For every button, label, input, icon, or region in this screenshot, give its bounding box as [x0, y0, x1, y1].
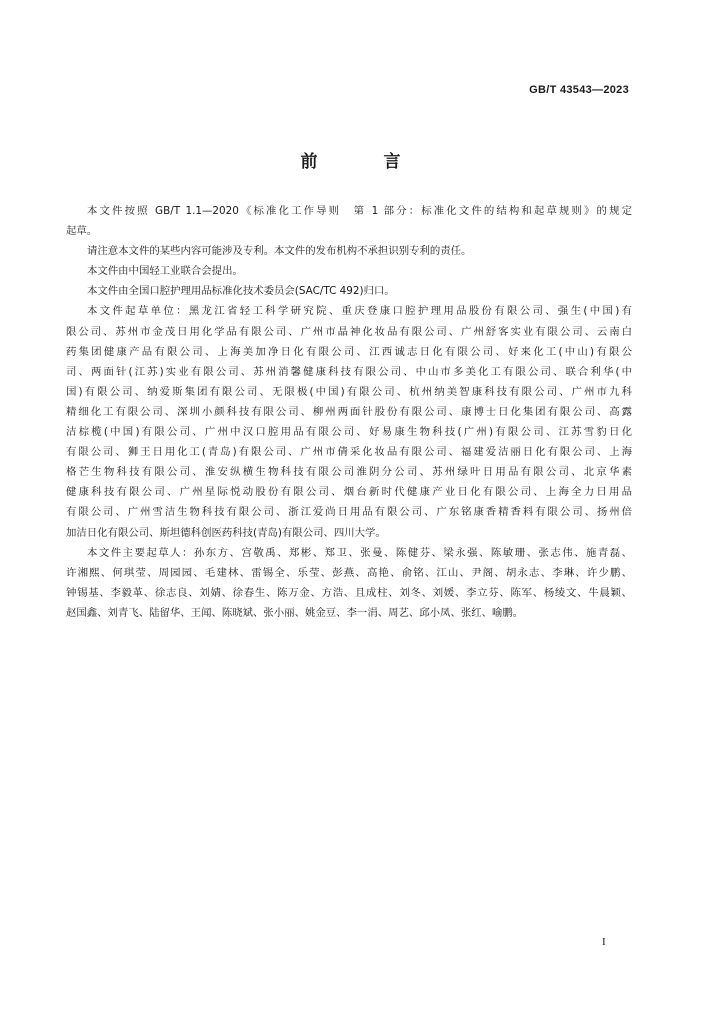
paragraph-line: 本文件按照 GB/T 1.1—2020《标准化工作导则 第 1 部分：标准化文件的结构和起草规则》的规定 — [87, 205, 632, 217]
paragraph-line: 钟锡基、李毅革、徐志良、刘婧、徐春生、陈万金、方浩、且成柱、刘冬、刘媛、李立芬、陈军、杨绫文、牛晨颖、 — [66, 586, 632, 599]
paragraph-line: 健康科技有限公司、广州星际悦动股份有限公司、烟台新时代健康产业日化有限公司、上海全力日用品 — [66, 486, 632, 499]
paragraph-line: 本文件由中国轻工业联合会提出。 — [87, 265, 243, 278]
preface-body — [66, 201, 632, 623]
paragraph-line: 精细化工有限公司、深圳小颜科技有限公司、柳州两面针股份有限公司、康博士日化集团有限公司、高露 — [66, 405, 632, 418]
page-number: I — [602, 936, 606, 948]
paragraph-line: 洁棕榄(中国)有限公司、广州中汉口腔用品有限公司、好易康生物科技(广州)有限公司、江苏雪豹日化 — [66, 426, 632, 439]
paragraph-line: 限公司、苏州市金茂日用化学品有限公司、广州市晶神化妆品有限公司、广州舒客实业有限公司、云南白 — [66, 325, 632, 338]
paragraph-line: 司、两面针(江苏)实业有限公司、苏州消馨健康科技有限公司、中山市多美化工有限公司、联合利华(中 — [66, 365, 632, 378]
paragraph-line: 本文件由全国口腔护理用品标准化技术委员会(SAC/TC 492)归口。 — [87, 285, 395, 298]
paragraph-line: 起草。 — [66, 225, 98, 238]
page-title: 前 言 — [300, 152, 431, 172]
paragraph-line: 请注意本文件的某些内容可能涉及专利。本文件的发布机构不承担识别专利的责任。 — [87, 245, 472, 258]
paragraph-line: 有限公司、广州雪洁生物科技有限公司、浙江爱尚日用品有限公司、广东铭康香精香料有限公司、扬州倍 — [66, 506, 632, 519]
paragraph-line: 赵国鑫、刘青飞、陆留华、王闻、陈晓斌、张小丽、姚金豆、李一涓、周艺、邱小凤、张红、喻鹏。 — [66, 606, 524, 619]
paragraph-line: 有限公司、狮王日用化工(青岛)有限公司、广州市倩采化妆品有限公司、福建爱洁丽日化有限公司、上海 — [66, 446, 632, 459]
paragraph-line: 本文件起草单位：黑龙江省轻工科学研究院、重庆登康口腔护理用品股份有限公司、强生(中国)有 — [87, 305, 632, 318]
paragraph-line: 本文件主要起草人：孙东方、宫敬禹、郑彬、郑卫、张曼、陈健芬、梁永强、陈敏珊、张志伟、施青磊、 — [87, 546, 632, 559]
paragraph-line: 药集团健康产品有限公司、上海美加净日化有限公司、江西诚志日化有限公司、好来化工(中山)有限公 — [66, 345, 632, 358]
paragraph-line: 格芒生物科技有限公司、淮安纵横生物科技有限公司淮阴分公司、苏州绿叶日用品有限公司、北京华素 — [66, 466, 632, 479]
paragraph-line: 国)有限公司、纳爱斯集团有限公司、无限极(中国)有限公司、杭州纳美智康科技有限公司、广州市九科 — [66, 385, 632, 398]
standard-number: GB/T 43543—2023 — [529, 84, 629, 96]
paragraph-line: 许湘熙、何琪莹、周园园、毛建林、雷锡全、乐莹、彭燕、高艳、俞铭、江山、尹阁、胡永志、李琳、许少鹏、 — [66, 566, 632, 579]
paragraph-line: 加洁日化有限公司、斯坦德科创医药科技(青岛)有限公司、四川大学。 — [66, 526, 386, 539]
